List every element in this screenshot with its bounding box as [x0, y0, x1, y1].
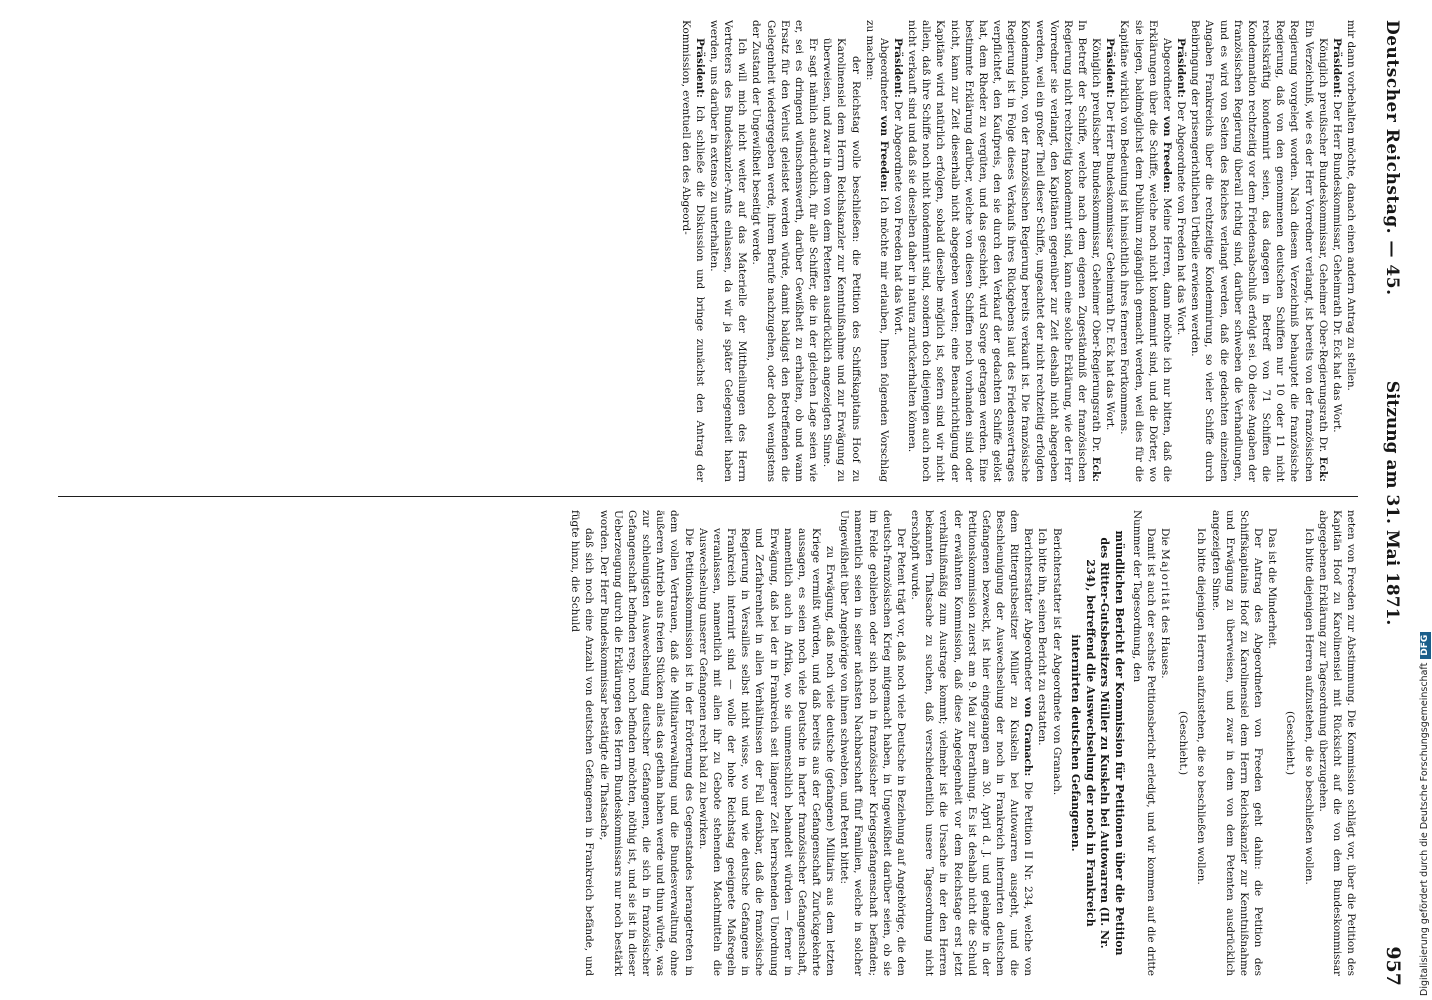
- paragraph: Er sagt nämlich ausdrücklich, für alle Schiffer, die in der gleichen Lage seien wie er, sei es dringend wünschenswerth, darüber Gewißheit zu erhalten, ob und wann Ersatz für den Verlust geleistet werden würde, damit baldigst den Betreffenden die Gelegenheit wiedergegeben werde, ihrem Berufe nachzugehen, oder doch wenigstens der Zustand der Ungewißheit beseitigt werde.: [750, 20, 820, 482]
- paragraph: Die Petitionskommission ist in der Erörterung des Gegenstandes herangetreten in dem vollen Vertrauen, daß die Militairverwaltung und die Bundesverwaltung ohne äußeren Antrieb aus freien Stücken alles das gethan haben werde und thun würde, was zur schleunigsten Auswechselung deutscher Gefangenen, die sich in französischer Gefangenschaft befinden resp. noch befinden möchten, nöthig ist, und sie ist in dieser Ueberzeugung durch die Erklärungen des Herrn Bundeskommissars nur noch bestärkt worden. Der Herr Bundeskommissar bestätigte die Thatsache,: [597, 510, 695, 976]
- speaker: Präsident:: [1175, 38, 1188, 98]
- speaker: Präsident:: [1330, 38, 1343, 98]
- left-column: [54, 20, 1358, 482]
- speech: Ich schließe die Diskussion und bringe zunächst den Antrag der Kommission, eventuell den des Abgeord-: [679, 20, 706, 482]
- paragraph: mir dann vorbehalten möchte, danach einen andern Antrag zu stellen.: [1345, 20, 1357, 391]
- speech: Der Herr Bundeskommissar, Geheimrath Dr. Eck hat das Wort.: [1330, 97, 1343, 433]
- speaker: Eck:: [1090, 456, 1103, 482]
- paragraph: Berichterstatter ist der Abgeordnete von Granach.: [1050, 528, 1063, 796]
- stage-direction: (Geschieht.): [1177, 710, 1190, 776]
- speech: Der Abgeordnete von Freeden hat das Wort.: [892, 97, 904, 336]
- paragraph: daß sich noch eine Anzahl von deutschen Gefangenen in Frankreich befände, und fügte hinzu, die Schuld: [569, 510, 596, 976]
- petition-text: zu Erwägung, daß noch viele deutsche (gefangene) Militairs aus dem letzten Kriege vermißt würden, und daß bereits aus der Gefangenschaft Zurückgekehrte aussagen, es seien noch viele Deutsche in harter französischer Gefangenschaft, namentlich auch in Afrika, wo sie unmenschlich behandelt würden — ferner in Erwägung, daß bei der in Frankreich seit längerer Zeit herrschenden Unordnung und Zerfahrenheit in allen Verhältnissen der Fall denkbar, daß die französische Regierung in Versailles selbst nicht wisse, wo und wie deutsche Gefangene in Frankreich internirt sind — wolle der hohe Reichstag geeignete Maßregeln veranlassen, namentlich mit allen ihr zu Gebote stehenden Machtmitteln die Auswechselung unserer Gefangenen recht bald zu bewirken.: [696, 528, 837, 976]
- emphasis: Majorität: [1159, 549, 1172, 612]
- page-number: 957: [1382, 946, 1404, 986]
- speaker: von Granach:: [1022, 696, 1035, 777]
- dfg-logo: DFG: [1420, 632, 1431, 659]
- text: des Hauses.: [1159, 611, 1172, 679]
- header-center: Sitzung am 31. Mai 1871.: [1382, 380, 1402, 626]
- paragraph: Der Antrag des Abgeordneten von Freeden geht dahin: die Petition des Schiffskapitains Hoof zu Karolinensiel dem Herrn Reichskanzler zur Kenntnißnahme und Erwägung zu überweisen, und zwar in dem von dem Petenten ausdrücklich angezeigten Sinne.: [1209, 510, 1265, 976]
- motion-text: der Reichstag wolle beschließen: die Petition des Schiffskapitains Hoof zu Karolinensiel dem Herrn Reichskanzler zur Kenntnißnahme und zur Erwägung zu überweisen, und zwar in dem von dem Petenten ausdrücklich angezeigten Sinne.: [821, 38, 862, 482]
- speaker: Eck:: [1316, 456, 1329, 482]
- header-left: Deutscher Reichstag. — 45.: [1382, 20, 1402, 296]
- paragraph: Damit ist auch der sechste Petitionsbericht erledigt, und wir kommen auf die dritte Nummer der Tagesordnung, den: [1130, 510, 1157, 976]
- speaker: Präsident:: [892, 38, 904, 98]
- paragraph: neten von Freeden zur Abstimmung. Die Kommission schlägt vor, über die Petition des Kapitän Hoof zu Karolinensiel mit Rücksicht auf die von dem Bundeskommissar abgegebenen Erklärung zur Tagesordnung überzugehen.: [1316, 510, 1357, 976]
- column-divider: [58, 496, 1358, 497]
- paragraph: Der Petent trägt vor, daß noch viele Deutsche in Beziehung auf Angehörige, die den deutsch-französischen Krieg mitgemacht haben, in Ungewißheit darüber seien, ob sie im Felde geblieben oder sich noch in französischer Kriegsgefangenschaft befänden; namentlich seien in seiner nächsten Nachbarschaft fünf Familien, welche in solcher Ungewißheit über Angehörige von ihnen schwebten, und Petent bittet:: [838, 510, 907, 976]
- right-column: [54, 510, 1358, 976]
- paragraph: Ich bitte diejenigen Herren aufzustehen, die so beschließen wollen.: [1302, 528, 1315, 885]
- speaker-title: Berichterstatter Abgeordneter: [1022, 528, 1035, 697]
- digitization-credit: [1418, 4, 1432, 998]
- speaker-title: Abgeordneter: [877, 38, 890, 116]
- credit-text: Digitalisierung gefördert durch die Deutsche Forschungsgemeinschaft: [1419, 662, 1430, 996]
- paragraph: [679, 20, 707, 482]
- text: Die: [1159, 528, 1172, 550]
- speech: Ein Verzeichniß, wie es der Herr Vorredner verlangt, ist bereits von der französischen Regierung vorgelegt worden. Nach diesem Verzeichniß behauptet die französische Regierung, daß von den genommenen deutschen Schiffen nur 10 oder 11 nicht rechtskräftig kondemnirt seien, das dagegen in Betreff von 71 Schiffen die Kondemnation rechtzeitig vor dem Friedensabschluß erfolgt sei. Ob diese Angaben der französischen Regierung überall richtig sind, darüber schweben die Verhandlungen, und es wird von Seiten des Reiches verlangt werden, daß die gedachten einzelnen Angaben Frankreichs über die rechtzeitige Kondemnirung, so vieler Schiffe durch Beibringung der prisengerichtlichen Urtheile erwiesen werden.: [1189, 20, 1315, 482]
- paragraph: [908, 510, 1035, 976]
- paragraph: [1188, 20, 1330, 482]
- paragraph: [1330, 20, 1344, 482]
- paragraph: [1174, 20, 1188, 482]
- speech: Der Abgeordnete von Freeden hat das Wort.: [1175, 97, 1188, 336]
- newspaper-page: [36, 0, 1416, 1000]
- section-heading: mündlichen Bericht der Kommission für Petitionen über die Petition des Ritter-Gutsbesitzers Müller zu Kuskeln bei Autowarren (II. Nr. 234), betreffend die Auswechselung der noch in Frankreich internirten deutschen Gefangenen.: [1069, 530, 1126, 956]
- speaker: von Freeden:: [1160, 115, 1173, 193]
- speaker-title: Königlich preußischer Bundeskommissar, Geheimer Ober-Regierungsrath Dr.: [1090, 38, 1103, 457]
- credit-text-wrapper: [1418, 2, 1432, 998]
- paragraph: [891, 20, 905, 482]
- paragraph: [1158, 510, 1172, 976]
- paragraph: Das ist die Minderheit.: [1266, 528, 1279, 649]
- speaker-title: Königlich preußischer Bundeskommissar, Geheimer Ober-Regierungsrath Dr.: [1316, 38, 1329, 457]
- speaker: Präsident:: [1104, 38, 1117, 98]
- speaker: Präsident:: [693, 38, 706, 98]
- paragraph: Ich will mich nicht weiter auf das Materielle der Mittheilungen des Herrn Vertreters des Bundeskanzler-Amts einlassen, da wir ja später Gelegenheit haben werden, uns darüber in extenso zu unterhalten.: [707, 20, 749, 482]
- speech: Meine Herren, dann möchte ich nur bitten, daß die Erklärungen über die Schiffe, welche noch nicht kondemnirt sind, und die Dörter, wo sie liegen, baldmöglichst dem Publikum zugänglich gemacht werden, weil dies für die Kapitäne wirklich von Bedeutung ist hinsichtlich ihres ferneren Fortkommens.: [1118, 20, 1173, 482]
- page-header: [1364, 8, 1404, 998]
- speech: Ich möchte mir erlauben, Ihnen folgenden Vorschlag zu machen:: [863, 20, 890, 482]
- stage-direction: (Geschieht.): [1284, 710, 1297, 776]
- speech: Die Petition II Nr. 234, welche von dem Rittergutsbesitzer Müller zu Kuskeln bei Autowarren ausgeht, und die Beschleunigung der Auswechselung der noch in Frankreich internirten deutschen Gefangenen bezweckt, ist hier eingegangen am 30. April d. J. und gelangte in der Petitionskommission zuerst am 9. Mai zur Berathung. Es ist deshalb nicht die Schuld der erwähnten Kommission, daß diese Angelegenheit vor dem Reichstage erst jetzt verhältnißmäßig zum Austrage kommt; vielmehr ist die Ursache in der den Herren bekannten Thatsache zu suchen, daß verschiedentlich unsere Tagesordnung nicht erschöpft wurde.: [909, 510, 1035, 976]
- speech: In Betreff der Schiffe, welche nach dem eigenen Zugeständniß der französischen Regierung nicht rechtzeitig kondemnirt sind, kann eine solche Erklärung, wie der Herr Vorredner sie verlangt, den Kapitänen gegenüber zur Zeit deshalb nicht abgegeben werden, weil ein großer Theil dieser Schiffe, ungeachtet der nicht rechtzeitig erfolgten Kondemnation, von der französischen Regierung bereits verkauft ist. Die französische Regierung ist in Folge dieses Verkaufs ihres Rückgebens laut des Friedensvertrages verpflichtet, den Kaufpreis, den sie durch den Verkauf der gedachten Schiffe gelöst hat, dem Rheder zu vergüten, und das geschieht, wird Sorge getragen werden. Eine bestimmte Erklärung darüber, welche von diesen Schiffen noch vorhanden sind oder nicht, kann zur Zeit dieserhalb nicht abgegeben werden; eine Benachrichtigung der Kapitäne wird natürlich erfolgen, sobald dieselbe möglich ist, sofern sind wir nicht allein, daß ihre Schiffe noch nicht kondemnirt sind, sondern doch diejenigen auch noch nicht verkauft sind und daß sie dieselben daher in natura zurückerhalten können.: [906, 20, 1089, 482]
- paragraph: [1117, 20, 1174, 482]
- speaker-title: Abgeordneter: [1160, 38, 1173, 116]
- paragraph: [905, 20, 1103, 482]
- paragraph: [1103, 20, 1117, 482]
- speaker: von Freeden:: [877, 115, 890, 192]
- speech: Der Herr Bundeskommissar Geheimrath Dr. Eck hat das Wort.: [1104, 97, 1117, 431]
- paragraph: Ich bitte ihn, seinen Bericht zu erstatten.: [1036, 528, 1049, 746]
- paragraph: Ich bitte diejenigen Herren aufzustehen, die so beschließen wollen.: [1195, 528, 1208, 885]
- paragraph: [863, 20, 891, 482]
